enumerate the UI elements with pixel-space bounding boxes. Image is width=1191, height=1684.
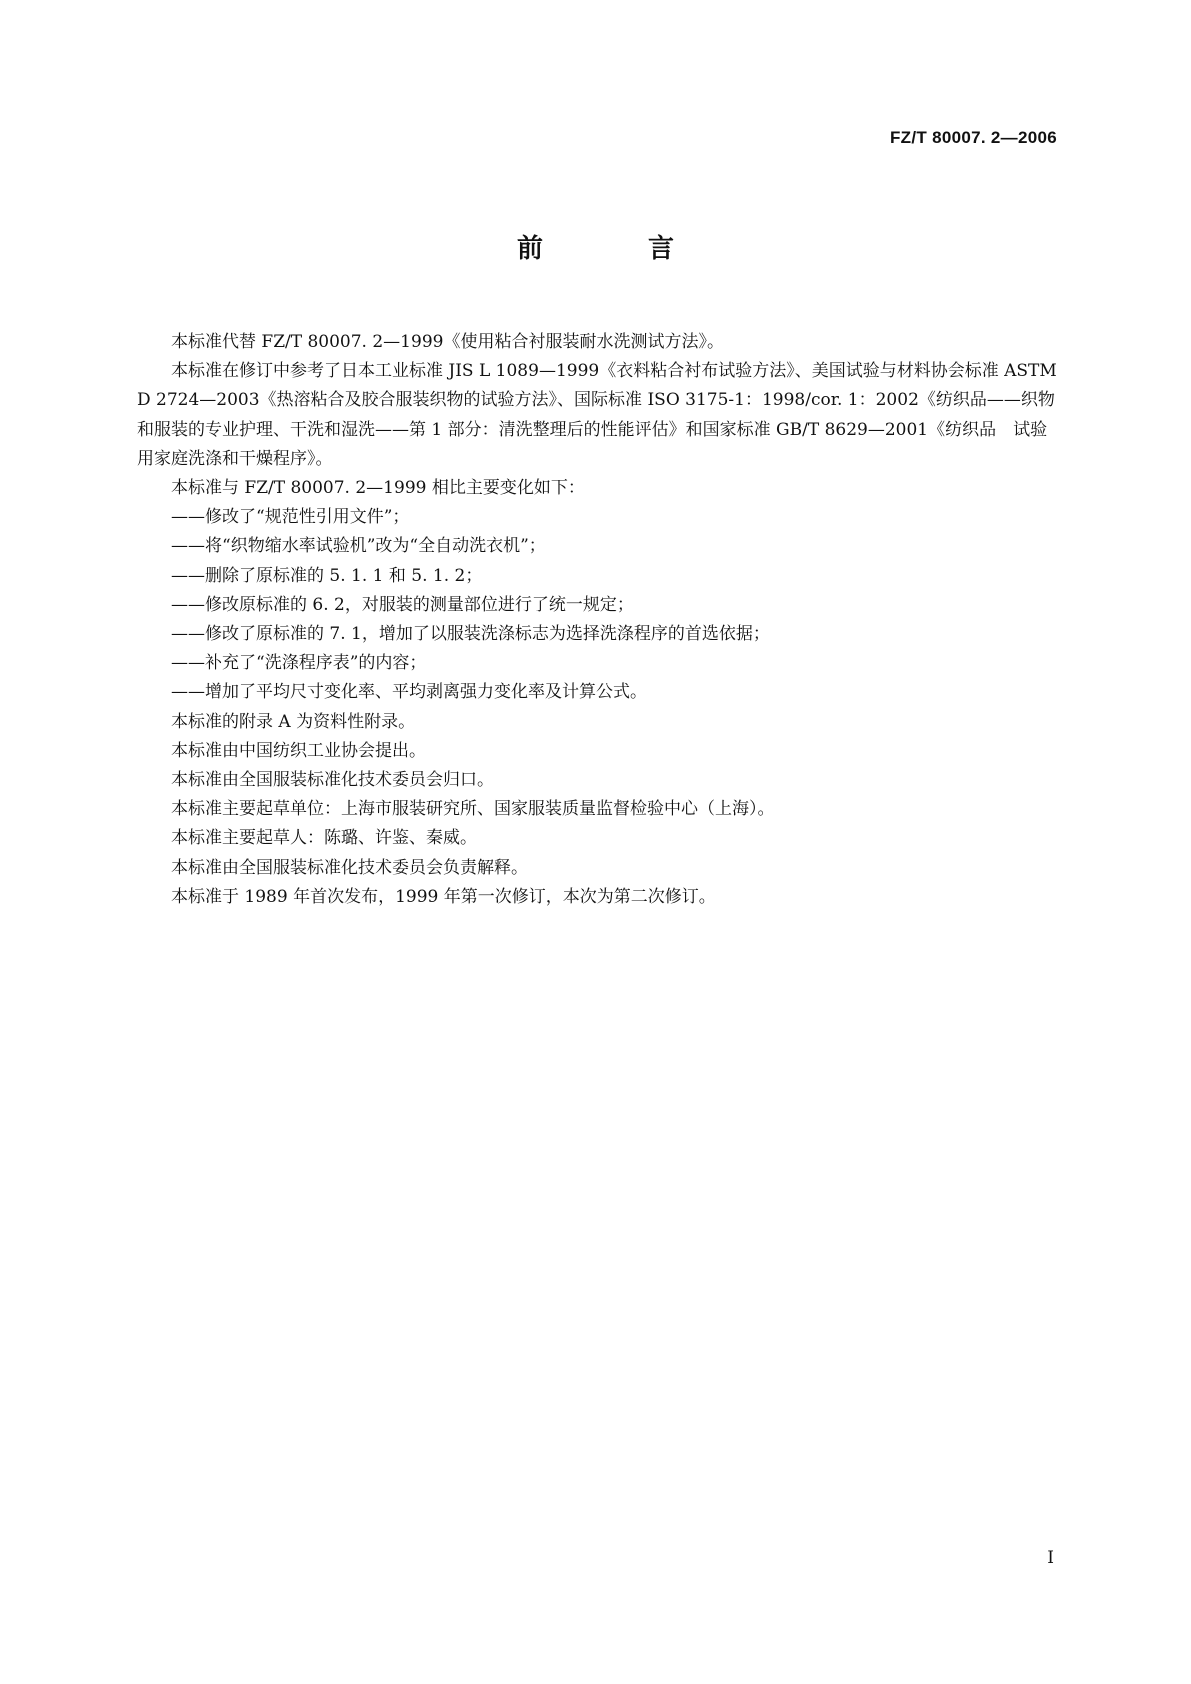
change-item: ——删除了原标准的 5. 1. 1 和 5. 1. 2； (171, 565, 483, 586)
paragraph-drafters: 本标准主要起草人：陈璐、许鉴、秦威。 (171, 828, 477, 849)
paragraph-history: 本标准于 1989 年首次发布，1999 年第一次修订，本次为第二次修订。 (171, 886, 716, 907)
document-body (137, 328, 1057, 912)
paragraph-proposed-by: 本标准由中国纺织工业协会提出。 (171, 740, 426, 761)
change-item: ——修改原标准的 6. 2，对服装的测量部位进行了统一规定； (171, 594, 634, 615)
paragraph-changes-intro: 本标准与 FZ/T 80007. 2—1999 相比主要变化如下： (171, 478, 585, 499)
paragraph-replaces: 本标准代替 FZ/T 80007. 2—1999《使用粘合衬服装耐水洗测试方法》。 (171, 332, 724, 352)
paragraph-centralized-by: 本标准由全国服装标准化技术委员会归口。 (171, 770, 494, 791)
paragraph-drafting-units: 本标准主要起草单位：上海市服装研究所、国家服装质量监督检验中心（上海）。 (171, 799, 775, 820)
page-title: 前 言 (516, 234, 723, 264)
change-item: ——补充了“洗涤程序表”的内容； (171, 653, 427, 674)
paragraph-interpretation: 本标准由全国服装标准化技术委员会负责解释。 (171, 857, 528, 878)
change-item: ——将“织物缩水率试验机”改为“全自动洗衣机”； (171, 536, 546, 557)
change-item: ——修改了原标准的 7. 1，增加了以服装洗涤标志为选择洗涤程序的首选依据； (171, 624, 770, 645)
change-item: ——增加了平均尺寸变化率、平均剥离强力变化率及计算公式。 (171, 682, 647, 703)
change-item: ——修改了“规范性引用文件”； (171, 507, 410, 528)
paragraph-appendix: 本标准的附录 A 为资料性附录。 (171, 711, 416, 732)
paragraph-references: 本标准在修订中参考了日本工业标准 JIS L 1089—1999《衣料粘合衬布试验方法》、美国试验与材料协会标准 ASTM D 2724—2003《热溶粘合及胶合服装织物的试验方法》、国际标准 ISO 3175-1：1998/cor. 1：2002《纺织品——织物和服装的专业护理、干洗和湿洗——第 1 部分：清洗整理后的性能评估》和国家标准 GB/T 8629—2001《纺织品 试验用家庭洗涤和干燥程序》。 (137, 361, 1057, 469)
standard-number: FZ/T 80007. 2—2006 (890, 128, 1057, 147)
page-number: I (1047, 1548, 1054, 1568)
